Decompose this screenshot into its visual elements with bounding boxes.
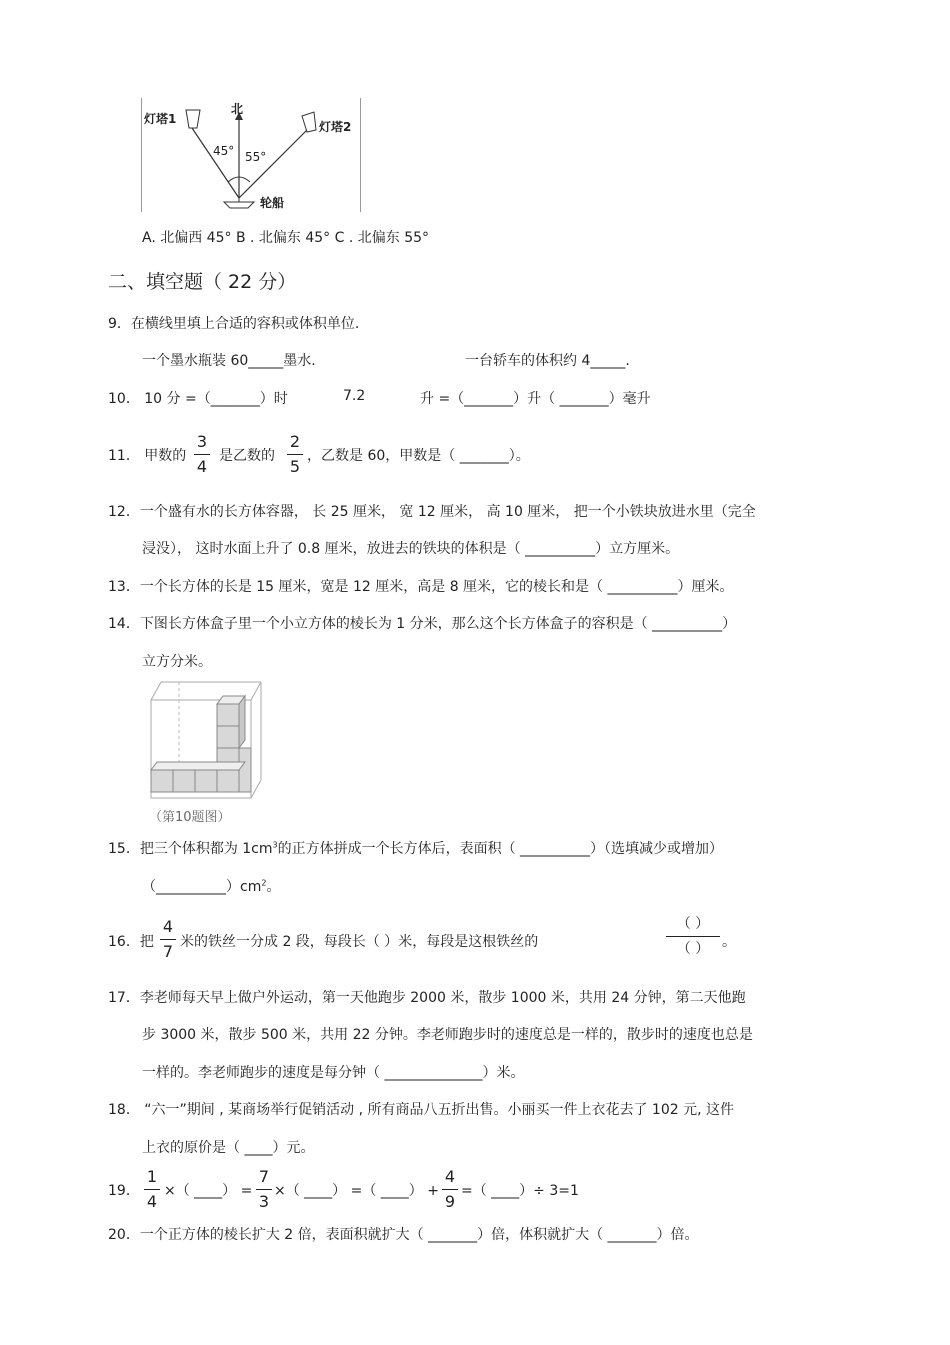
q10-part1: 10． 10 分 =（_______）时 [108, 391, 288, 407]
q8-options: A. 北偏西 45° B . 北偏东 45° C . 北偏东 55° [142, 230, 430, 246]
q18-line1: 18． “六一”期间 , 某商场举行促销活动 , 所有商品八五折出售。小丽买一件上衣花去了 102 元, 这件 [108, 1102, 734, 1118]
q11-frac2-den: 5 [289, 457, 301, 476]
q15-sup1: 3 [272, 840, 278, 850]
q13-line1: 13．一个长方体的长是 15 厘米，宽是 12 厘米，高是 8 厘米，它的棱长和是（ __________）厘米。 [108, 579, 734, 595]
q19-lead: 19． [108, 1183, 140, 1199]
q17-line2: 步 3000 米，散步 500 米，共用 22 分钟。李老师跑步时的速度总是一样的，散步时的速度也总是 [142, 1027, 753, 1043]
q16-blank-den: （ ） [676, 941, 710, 957]
q19-f2-den: 3 [258, 1192, 270, 1211]
q15-line2-b: 。 [266, 879, 281, 895]
q19-fraction-2 [256, 1167, 272, 1212]
q19-part1: ×（ ____） = [164, 1183, 253, 1199]
q16-blank-fraction [666, 914, 720, 959]
q10-part3: 升 =（_______）升（ _______）毫升 [420, 391, 651, 407]
q15-line2-a: （__________）cm [142, 879, 262, 895]
ship-label: 轮船 [260, 196, 285, 210]
q11-frac1-den: 4 [196, 457, 208, 476]
compass-figure [141, 98, 361, 212]
q15-line1-b: 的正方体拼成一个长方体后，表面积（ __________）（选填减少或增加） [277, 841, 724, 857]
q19-fraction-3 [442, 1167, 458, 1212]
q16-mid: 米的铁丝一分成 2 段，每段长（ ）米，每段是这根铁丝的 [180, 934, 539, 950]
q19-f1-den: 4 [146, 1192, 158, 1211]
q16-blank-num: （ ） [676, 916, 710, 932]
box-figure-caption: （第10题图） [149, 810, 231, 825]
q18-line2: 上衣的原价是（ ____）元。 [142, 1140, 315, 1156]
q11-tail: ，乙数是 60，甲数是（ _______）。 [307, 448, 530, 464]
q14-line2: 立方分米。 [142, 654, 212, 670]
q17-line3: 一样的。李老师跑步的速度是每分钟（ ______________）米。 [142, 1065, 525, 1081]
angle-right-label: 55° [245, 150, 267, 164]
lighthouse2-label: 灯塔2 [319, 120, 352, 134]
north-label: 北 [231, 102, 244, 116]
q20-line1: 20．一个正方体的棱长扩大 2 倍，表面积就扩大（ _______）倍，体积就扩大（ _______）倍。 [108, 1227, 699, 1243]
q19-f3-num: 4 [444, 1167, 456, 1186]
q15-line1 [108, 838, 723, 858]
q16-frac-num: 4 [162, 917, 174, 936]
q10-part2: 7.2 [343, 388, 366, 404]
section-title: 二、填空题（ 22 分） [108, 271, 297, 293]
q11-fraction-1 [194, 432, 210, 477]
q11-lead: 11． 甲数的 [108, 448, 187, 464]
angle-left-label: 45° [213, 144, 235, 158]
q12-line2: 浸没）， 这时水面上升了 0.8 厘米，放进去的铁块的体积是（ __________）立方厘米。 [142, 541, 680, 557]
q16-fraction [160, 917, 176, 962]
q15-line2 [142, 876, 280, 896]
q19-fraction-1 [144, 1167, 160, 1212]
q11-fraction-2 [287, 432, 303, 477]
q17-line1: 17．李老师每天早上做户外运动，第一天他跑步 2000 米，散步 1000 米，共用 24 分钟，第二天他跑 [108, 990, 746, 1006]
q14-line1: 14．下图长方体盒子里一个小立方体的棱长为 1 分米，那么这个长方体盒子的容积是（ __________） [108, 616, 737, 632]
q9-stem: 9．在横线里填上合适的容积或体积单位. [108, 316, 360, 332]
q11-frac1-num: 3 [196, 432, 208, 451]
box-figure [141, 678, 263, 830]
lighthouse1-label: 灯塔1 [144, 112, 177, 126]
q16-lead: 16．把 [108, 934, 154, 950]
q19-f2-num: 7 [258, 1167, 270, 1186]
q15-sup2: 2 [261, 878, 267, 888]
q19-f1-num: 1 [146, 1167, 158, 1186]
q11-mid: 是乙数的 [219, 448, 275, 464]
q19-part3: =（ ____）÷ 3=1 [461, 1183, 579, 1199]
q9-line-a: 一个墨水瓶装 60_____墨水. [142, 353, 316, 369]
q16-tail: 。 [722, 934, 736, 950]
q16-frac-den: 7 [162, 942, 174, 961]
q19-part2: ×（ ____） =（ ____） + [274, 1183, 439, 1199]
q9-line-b: 一台轿车的体积约 4_____. [465, 353, 630, 369]
q12-line1: 12．一个盛有水的长方体容器， 长 25 厘米， 宽 12 厘米， 高 10 厘米， 把一个小铁块放进水里（完全 [108, 504, 756, 520]
q19-f3-den: 9 [444, 1192, 456, 1211]
q15-line1-a: 15．把三个体积都为 1cm [108, 841, 273, 857]
q11-frac2-num: 2 [289, 432, 301, 451]
